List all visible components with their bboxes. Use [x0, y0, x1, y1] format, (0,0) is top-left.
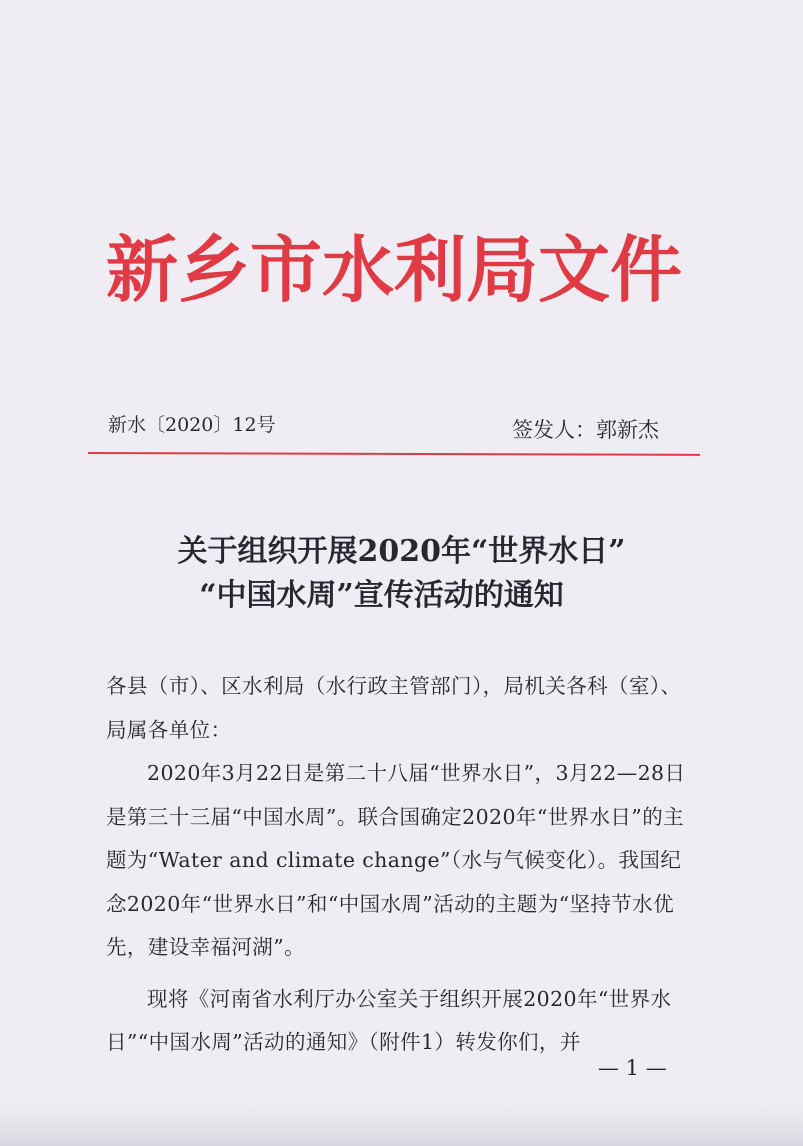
- signer: 签发人：郭新杰: [512, 418, 659, 442]
- page-number: — 1 —: [598, 1056, 667, 1080]
- paragraph-1: 2020年3月22日是第二十八届“世界水日”，3月22—28日是第三十三届“中国水周”。联合国确定2020年“世界水日”的主题为“Water and climate change”（水与气候变化）。我国纪念2020年“世界水日”和“中国水周”活动的主题为“坚持节水优先，建设幸福河湖”。: [106, 761, 686, 959]
- masthead-title: 新乡市水利局文件: [105, 228, 682, 312]
- scan-shadow: [0, 1106, 803, 1146]
- document-title: [0, 530, 803, 618]
- document-body: [106, 665, 690, 1065]
- paragraph-2: 现将《河南省水利厅办公室关于组织开展2020年“世界水日”“中国水周”活动的通知》（附件1）转发你们，并: [106, 986, 672, 1054]
- title-line-1: 关于组织开展2020年“世界水日”: [177, 534, 626, 569]
- salutation: 各县（市）、区水利局（水行政主管部门），局机关各科（室）、局属各单位：: [106, 674, 682, 742]
- document-number: 新水〔2020〕12号: [108, 414, 276, 436]
- title-line-2: “中国水周”宣传活动的通知: [199, 578, 564, 613]
- red-divider-line: [88, 452, 700, 456]
